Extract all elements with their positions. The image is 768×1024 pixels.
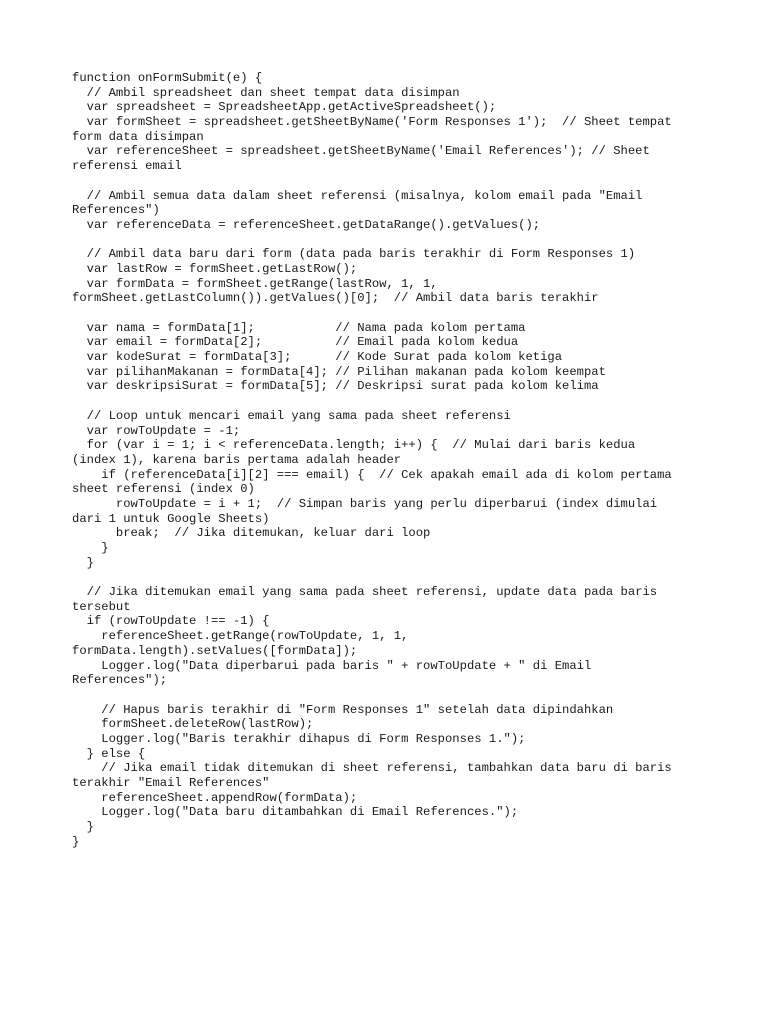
code-line: var nama = formData[1]; // Nama pada kolom pertama [72,320,526,335]
code-line: (index 1), karena baris pertama adalah header [72,452,402,467]
code-line: var rowToUpdate = -1; [72,423,241,438]
code-line: referenceSheet.getRange(rowToUpdate, 1, 1, [72,629,409,644]
code-line: Logger.log("Data baru ditambahkan di Email References."); [72,805,519,820]
code-line: var kodeSurat = formData[3]; // Kode Surat pada kolom ketiga [72,350,563,365]
code-line: formSheet.getLastColumn()).getValues()[0]; // Ambil data baris terakhir [72,291,599,306]
code-line: } else { [72,746,146,761]
code-line: formData.length).setValues([formData]); [72,643,358,658]
code-line: var formData = formSheet.getRange(lastRow, 1, 1, [72,276,438,291]
code-line: tersebut [72,599,131,614]
code-line: function onFormSubmit(e) { [72,71,263,85]
code-line: referenceSheet.appendRow(formData); [72,790,358,805]
code-line: // Ambil spreadsheet dan sheet tempat data disimpan [72,85,460,100]
code-line: referensi email [72,159,182,174]
code-line: // Jika email tidak ditemukan di sheet referensi, tambahkan data baru di baris [72,761,672,776]
code-line [72,233,702,248]
code-line: } [72,555,94,570]
code-line: Logger.log("Baris terakhir dihapus di Form Responses 1."); [72,731,526,746]
code-line: // Ambil data baru dari form (data pada baris terakhir di Form Responses 1) [72,247,636,262]
code-line [72,570,702,585]
code-line: var referenceData = referenceSheet.getDataRange().getValues(); [72,217,541,232]
code-line: sheet referensi (index 0) [72,482,255,497]
code-line [72,394,702,409]
code-line: var referenceSheet = spreadsheet.getSheetByName('Email References'); // Sheet [72,144,650,159]
code-line: } [72,541,109,555]
code-line: terakhir "Email References" [72,776,270,790]
code-line: Logger.log("Data diperbarui pada baris " + rowToUpdate + " di Email [72,658,592,673]
code-line: // Hapus baris terakhir di "Form Responses 1" setelah data dipindahkan [72,702,614,717]
code-line: if (referenceData[i][2] === email) { // Cek apakah email ada di kolom pertama [72,467,672,482]
code-line: var lastRow = formSheet.getLastRow(); [72,261,358,276]
code-line: // Jika ditemukan email yang sama pada sheet referensi, update data pada baris [72,585,658,600]
code-line: References") [72,203,160,218]
code-line: // Ambil semua data dalam sheet referensi (misalnya, kolom email pada "Email [72,188,643,203]
code-line: break; // Jika ditemukan, keluar dari loop [72,526,431,541]
code-line: References"); [72,673,168,688]
code-line [72,688,702,703]
code-line: var email = formData[2]; // Email pada kolom kedua [72,335,519,350]
code-line: rowToUpdate = i + 1; // Simpan baris yang perlu diperbarui (index dimulai [72,496,658,511]
code-line: form data disimpan [72,129,204,144]
code-line: var deskripsiSurat = formData[5]; // Deskripsi surat pada kolom kelima [72,379,599,394]
code-line: var pilihanMakanan = formData[4]; // Pilihan makanan pada kolom keempat [72,364,606,379]
code-line [72,174,702,189]
code-line: dari 1 untuk Google Sheets) [72,511,270,526]
code-line: var formSheet = spreadsheet.getSheetByName('Form Responses 1'); // Sheet tempat [72,115,672,130]
code-line: // Loop untuk mencari email yang sama pada sheet referensi [72,408,511,423]
code-line: } [72,820,94,835]
code-line: if (rowToUpdate !== -1) { [72,614,270,629]
code-line: for (var i = 1; i < referenceData.length; i++) { // Mulai dari baris kedua [72,438,636,453]
code-line: formSheet.deleteRow(lastRow); [72,717,314,732]
code-listing [72,71,702,849]
code-line [72,306,702,321]
code-line: var spreadsheet = SpreadsheetApp.getActiveSpreadsheet(); [72,100,497,115]
code-line: } [72,834,80,849]
